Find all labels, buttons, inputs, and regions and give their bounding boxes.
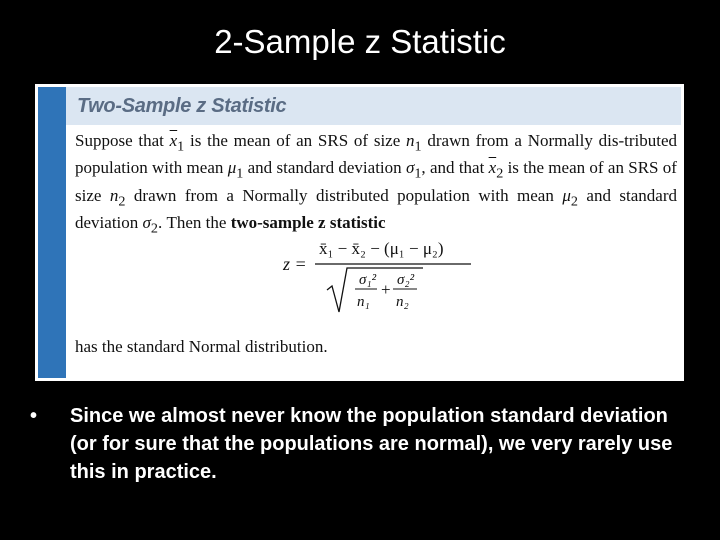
two-sample-term: two-sample z statistic <box>230 213 386 233</box>
sub-1: 1 <box>414 165 422 182</box>
sub-1: 1 <box>414 138 422 155</box>
sub-2: 2 <box>118 193 126 210</box>
para-text: and standard deviation <box>243 158 406 178</box>
slide-title: 2-Sample z Statistic <box>214 23 506 60</box>
sub-1: 1 <box>177 138 185 155</box>
para-text: and standard deviation <box>75 185 677 233</box>
z-formula <box>275 234 515 334</box>
formula-numerator: x̄₁ − x̄₂ − (μ₁ − μ₂) <box>319 239 444 258</box>
para-text: Suppose that <box>75 131 170 150</box>
n-2: n <box>109 185 119 205</box>
sigma-1: σ <box>405 158 415 178</box>
sub-1: 1 <box>236 165 244 182</box>
para-text: drawn from a Normally dis-tributed population with mean <box>75 131 677 178</box>
box-footer-text: has the standard Normal distribution. <box>75 337 328 356</box>
box-side-stripe <box>38 87 66 378</box>
box-header <box>66 87 681 125</box>
sub-2: 2 <box>150 220 158 237</box>
definition-box <box>35 84 684 381</box>
para-text: is the mean of an SRS of size <box>75 158 677 205</box>
x-bar-1: $\overline{x}$ <box>169 131 178 150</box>
formula-sigma2-sq: σ₂² <box>397 272 415 288</box>
sub-2: 2 <box>496 165 504 182</box>
box-paragraph <box>75 130 677 240</box>
formula-plus: + <box>381 280 391 299</box>
para-text: , and that <box>421 158 489 178</box>
x-bar-2: $\overline{x}$ <box>488 158 497 178</box>
formula-z-equals: z = <box>283 254 307 274</box>
mu-1: μ <box>227 158 237 178</box>
para-text: is the mean of an SRS of size <box>184 131 407 150</box>
para-text: drawn from a Normally distributed population with mean <box>125 185 563 205</box>
formula-sigma1-sq: σ₁² <box>359 272 377 288</box>
mu-2: μ <box>562 185 571 205</box>
box-title: Two-Sample z Statistic <box>77 95 287 117</box>
bullet-text: Since we almost never know the population standard deviation (or for sure that the populations are normal), we very rarely use this in practice. <box>70 405 673 483</box>
bullet-item <box>30 402 690 486</box>
formula-n2: n₂ <box>396 294 409 310</box>
para-text: . Then the <box>157 213 231 233</box>
bullet-list <box>30 402 690 486</box>
formula-n1: n₁ <box>357 294 370 310</box>
bullet-dot: • <box>30 405 38 427</box>
sub-2: 2 <box>570 193 578 210</box>
n-1: n <box>406 131 415 150</box>
sigma-2: σ <box>142 213 151 233</box>
